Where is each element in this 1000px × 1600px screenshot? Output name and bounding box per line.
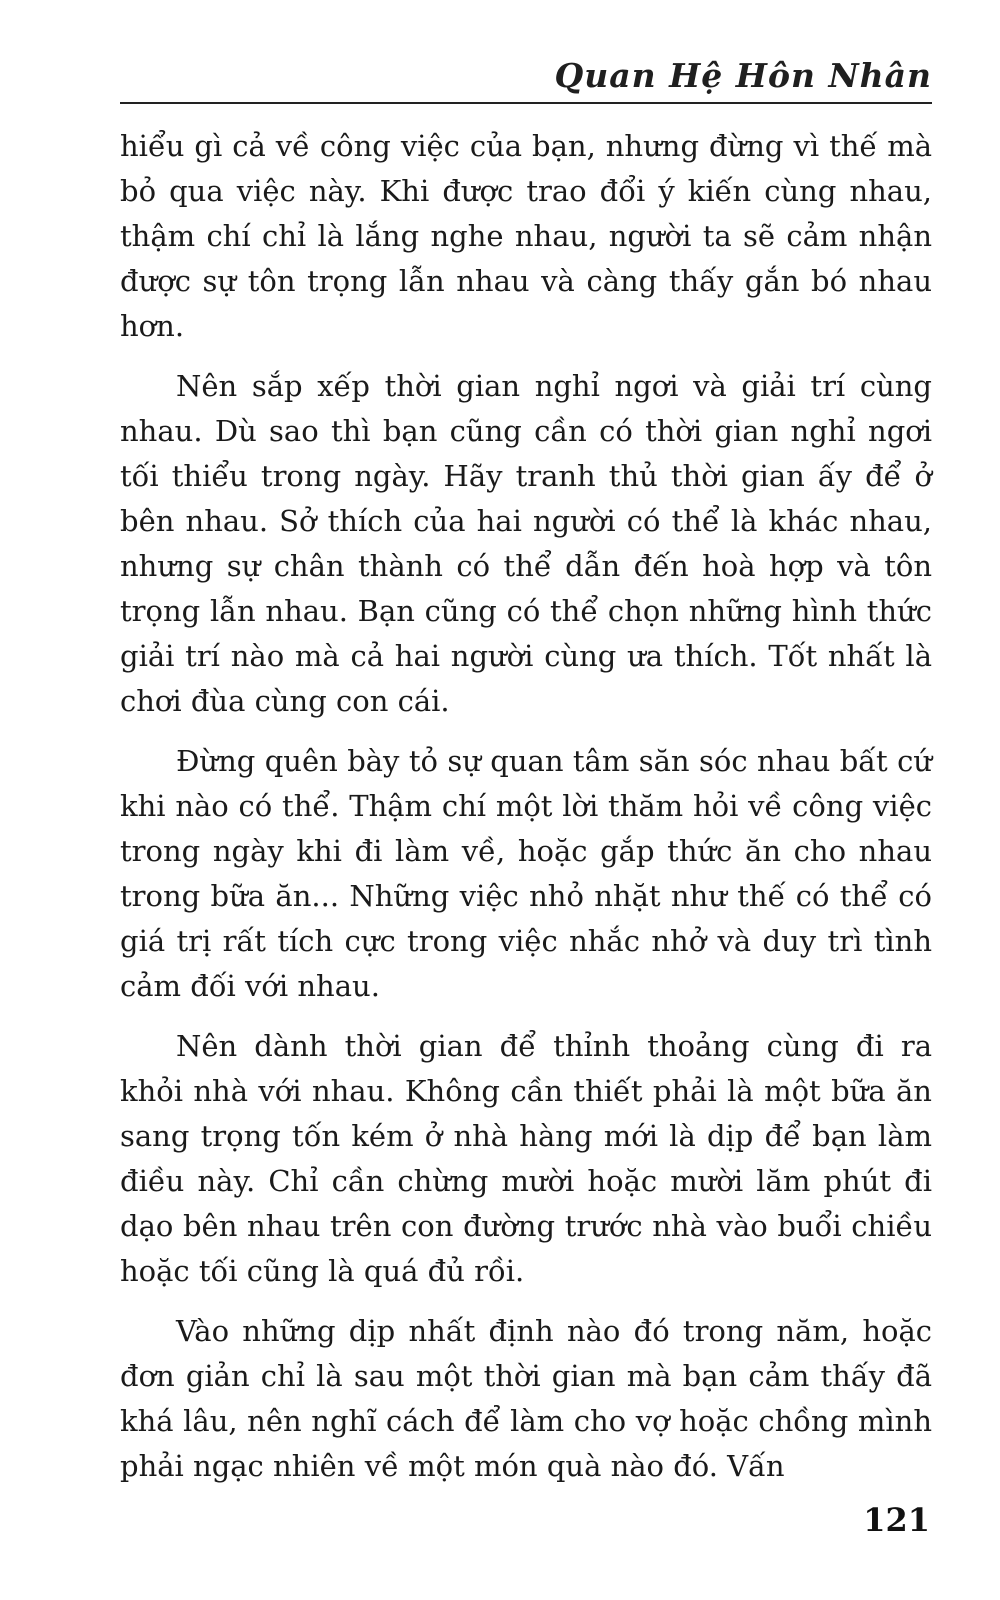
paragraph-care: Đừng quên bày tỏ sự quan tâm săn sóc nhau bất cứ khi nào có thể. Thậm chí một lời thăm hỏi về công việc trong ngày khi đi làm về, hoặc gắp thức ăn cho nhau trong bữa ăn... Những việc nhỏ nhặt như thế có thể có giá trị rất tích cực trong việc nhắc nhở và duy trì tình cảm đối với nhau. (120, 744, 932, 1003)
running-header (120, 52, 932, 104)
page-number: 121 (863, 1501, 930, 1539)
paragraph-outing: Nên dành thời gian để thỉnh thoảng cùng đi ra khỏi nhà với nhau. Không cần thiết phải là một bữa ăn sang trọng tốn kém ở nhà hàng mới là dịp để bạn làm điều này. Chỉ cần chừng mười hoặc mười lăm phút đi dạo bên nhau trên con đường trước nhà vào buổi chiều hoặc tối cũng là quá đủ rồi. (120, 1029, 932, 1288)
paragraph-leisure: Nên sắp xếp thời gian nghỉ ngơi và giải trí cùng nhau. Dù sao thì bạn cũng cần có thời gian nghỉ ngơi tối thiểu trong ngày. Hãy tranh thủ thời gian ấy để ở bên nhau. Sở thích của hai người có thể là khác nhau, nhưng sự chân thành có thể dẫn đến hoà hợp và tôn trọng lẫn nhau. Bạn cũng có thể chọn những hình thức giải trí nào mà cả hai người cùng ưa thích. Tốt nhất là chơi đùa cùng con cái. (120, 369, 932, 718)
body-text (120, 124, 932, 1504)
paragraph-continued: hiểu gì cả về công việc của bạn, nhưng đừng vì thế mà bỏ qua việc này. Khi được trao đổi ý kiến cùng nhau, thậm chí chỉ là lắng nghe nhau, người ta sẽ cảm nhận được sự tôn trọng lẫn nhau và càng thấy gắn bó nhau hơn. (120, 129, 932, 343)
paragraph-surprise: Vào những dịp nhất định nào đó trong năm, hoặc đơn giản chỉ là sau một thời gian mà bạn cảm thấy đã khá lâu, nên nghĩ cách để làm cho vợ hoặc chồng mình phải ngạc nhiên về một món quà nào đó. Vấn (120, 1314, 932, 1483)
running-title: Quan Hệ Hôn Nhân (554, 56, 932, 95)
